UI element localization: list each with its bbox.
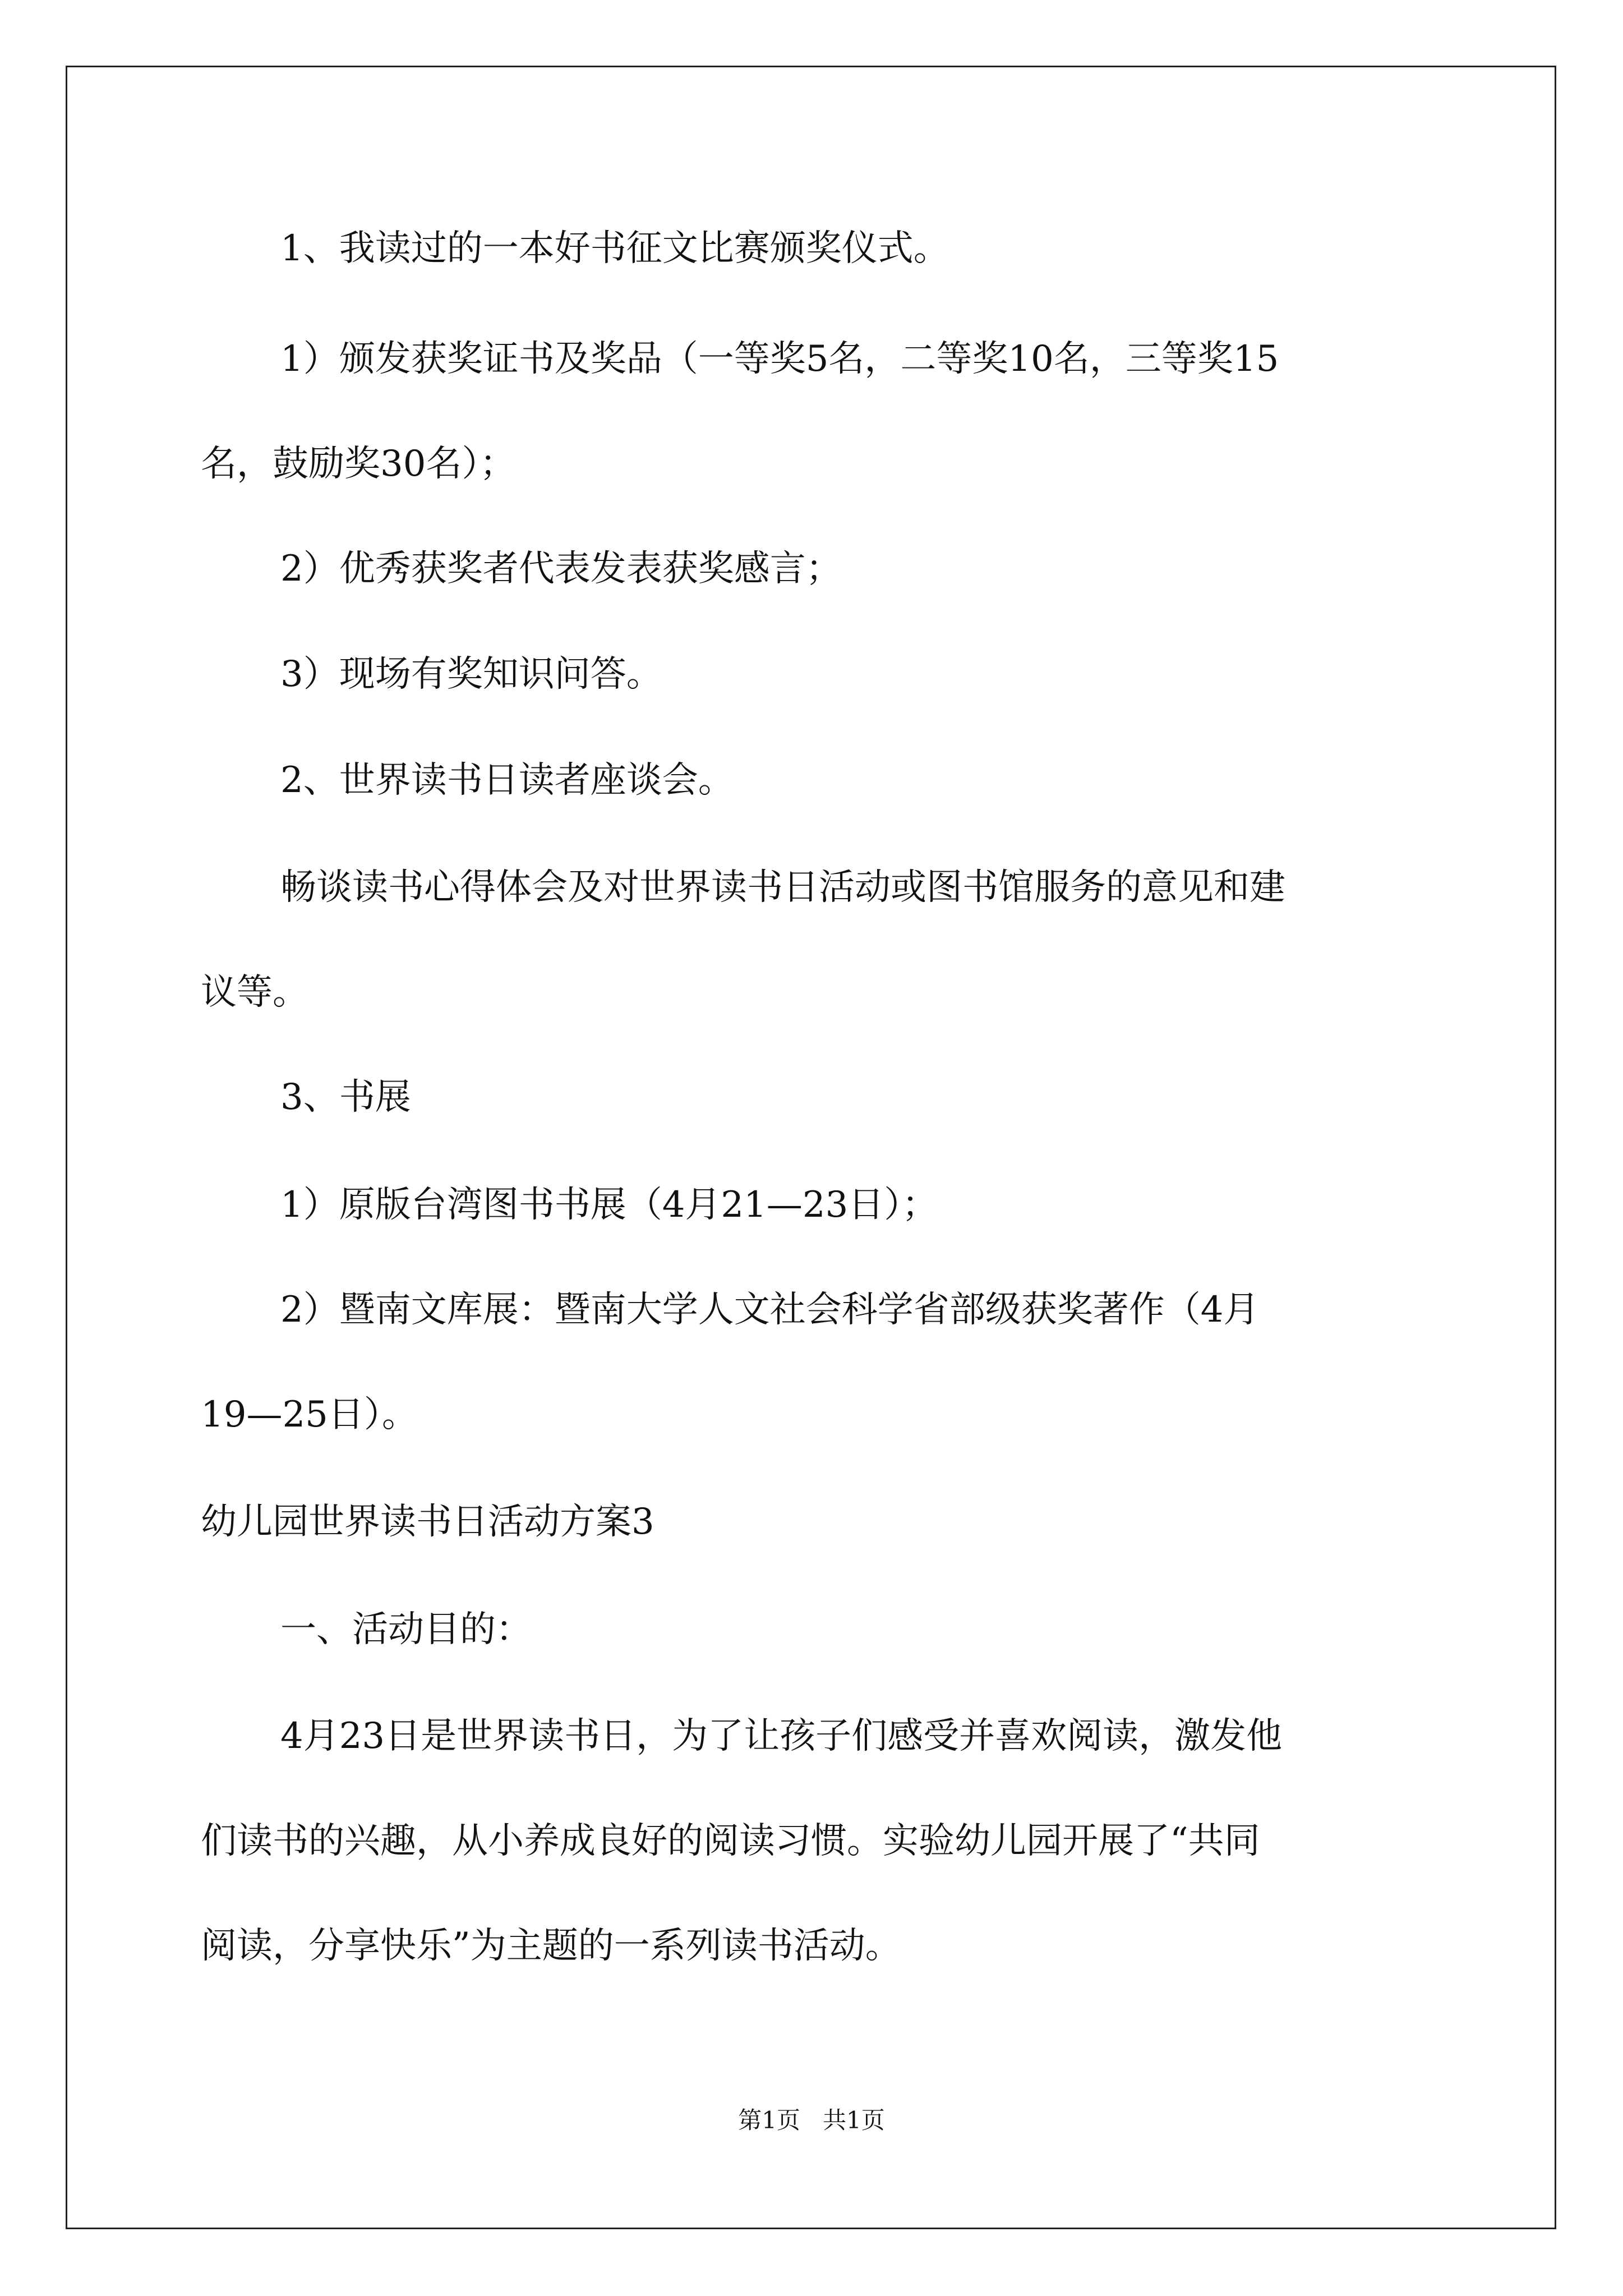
document-title: 幼儿园世界读书日活动方案3 (201, 1501, 654, 1543)
section-heading-objective: 一、活动目的： (280, 1609, 532, 1650)
page-footer: 第1页 共1页 (738, 2106, 885, 2134)
paragraph-line: 2）暨南文库展：暨南大学人文社会科学省部级获奖著作（4月 (280, 1289, 1260, 1331)
paragraph-line: 1）颁发获奖证书及奖品（一等奖5名，二等奖10名，三等奖15 (280, 338, 1279, 380)
paragraph-line: 阅读，分享快乐”为主题的一系列读书活动。 (201, 1925, 901, 1967)
paragraph-line: 2）优秀获奖者代表发表获奖感言； (280, 548, 842, 590)
paragraph-line: 1）原版台湾图书书展（4月21—23日）； (280, 1184, 938, 1226)
paragraph-line: 3）现场有奖知识问答。 (280, 654, 662, 695)
paragraph-line: 畅谈读书心得体会及对世界读书日活动或图书馆服务的意见和建 (280, 867, 1285, 908)
page-border (66, 66, 1556, 2229)
paragraph-line: 议等。 (201, 972, 308, 1013)
paragraph-line: 们读书的兴趣，从小养成良好的阅读习惯。实验幼儿园开展了“共同 (201, 1820, 1260, 1862)
section-heading-reader-forum: 2、世界读书日读者座谈会。 (280, 760, 734, 801)
paragraph-line: 4月23日是世界读书日，为了让孩子们感受并喜欢阅读，激发他 (280, 1715, 1283, 1757)
section-heading-book-fair: 3、书展 (280, 1076, 411, 1118)
paragraph-line: 名，鼓励奖30名）； (201, 443, 516, 485)
section-heading-award-ceremony: 1、我读过的一本好书征文比赛颁奖仪式。 (280, 228, 949, 269)
paragraph-line: 19—25日）。 (201, 1394, 418, 1435)
